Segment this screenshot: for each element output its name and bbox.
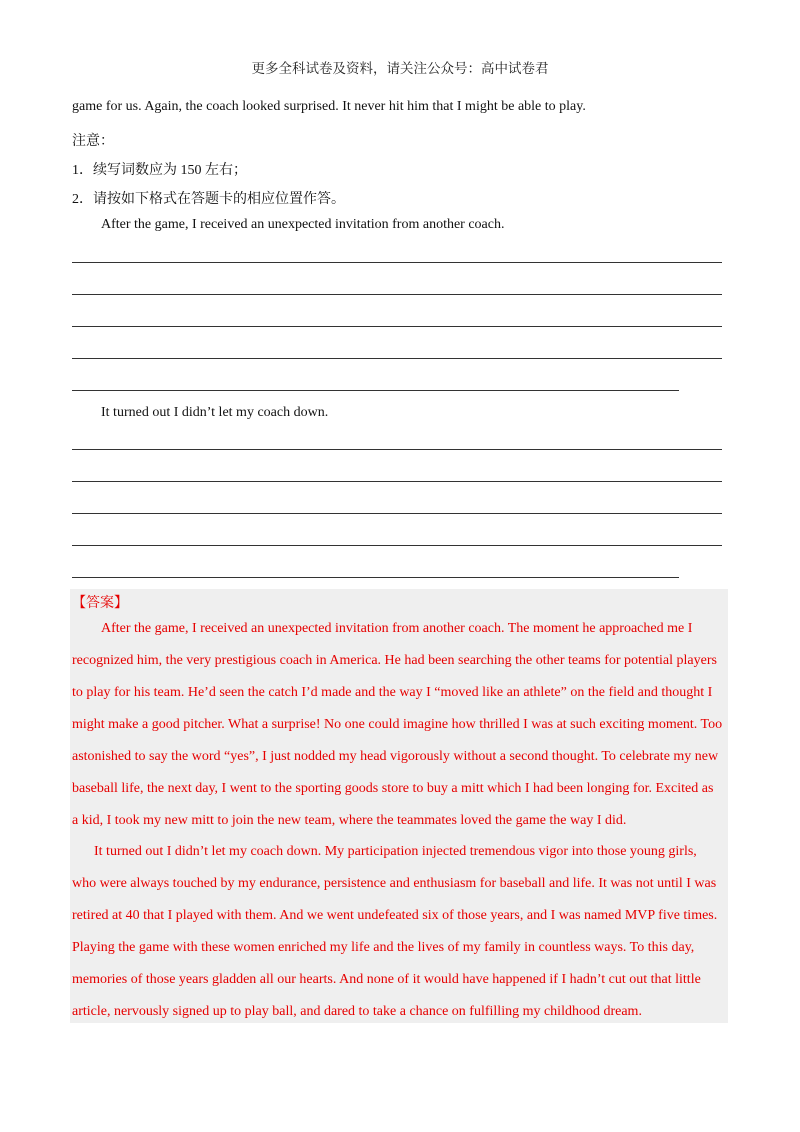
answer-line: to play for his team. He’d seen the catch I’d made and the way I “moved like an athlete” on the field and thought I [72, 685, 713, 700]
answer-writing-line [72, 262, 722, 263]
answer-writing-line [72, 481, 722, 482]
answer-writing-line [72, 545, 722, 546]
intro-line: game for us. Again, the coach looked surprised. It never hit him that I might be able to play. [72, 99, 586, 114]
answer-writing-line [72, 294, 722, 295]
answer-line: article, nervously signed up to play ball, and dared to take a chance on fulfilling my childhood dream. [72, 1004, 642, 1019]
answer-line: memories of those years gladden all our hearts. And none of it would have happened if I hadn’t cut out that little [72, 972, 701, 987]
answer-line: recognized him, the very prestigious coach in America. He had been searching the other teams for potential players [72, 653, 717, 668]
answer-line: might make a good pitcher. What a surprise! No one could imagine how thrilled I was at such exciting moment. Too [72, 717, 723, 732]
answer-line: It turned out I didn’t let my coach down. My participation injected tremendous vigor into those young girls, [94, 844, 697, 859]
prompt-paragraph-1: After the game, I received an unexpected invitation from another coach. [101, 217, 505, 232]
answer-writing-line [72, 449, 722, 450]
answer-writing-line [72, 513, 722, 514]
notice-title: 注意： [72, 134, 114, 149]
notice-item-1: 1．续写词数应为 150 左右； [72, 163, 247, 178]
answer-writing-line [72, 358, 722, 359]
page-header: 更多全科试卷及资料，请关注公众号：高中试卷君 [251, 61, 549, 76]
answer-writing-line [72, 326, 722, 327]
answer-line: After the game, I received an unexpected invitation from another coach. The moment he approached me I [101, 621, 693, 636]
answer-line: astonished to say the word “yes”, I just nodded my head vigorously without a second thought. To celebrate my new [72, 749, 719, 764]
answer-line: a kid, I took my new mitt to join the new team, where the teammates loved the game the way I did. [72, 813, 627, 828]
answer-label: 【答案】 [72, 596, 128, 611]
answer-writing-line [72, 577, 679, 578]
answer-line: retired at 40 that I played with them. And we went undefeated six of those years, and I was named MVP five times. [72, 908, 718, 923]
answer-line: baseball life, the next day, I went to the sporting goods store to buy a mitt which I had been longing for. Excited as [72, 781, 714, 796]
prompt-paragraph-2: It turned out I didn’t let my coach down. [101, 405, 329, 420]
answer-line: Playing the game with these women enriched my life and the lives of my family in countless ways. To this day, [72, 940, 695, 955]
notice-item-2: 2．请按如下格式在答题卡的相应位置作答。 [72, 192, 345, 207]
answer-line: who were always touched by my endurance, persistence and enthusiasm for baseball and life. It was not until I was [72, 876, 717, 891]
answer-writing-line [72, 390, 679, 391]
